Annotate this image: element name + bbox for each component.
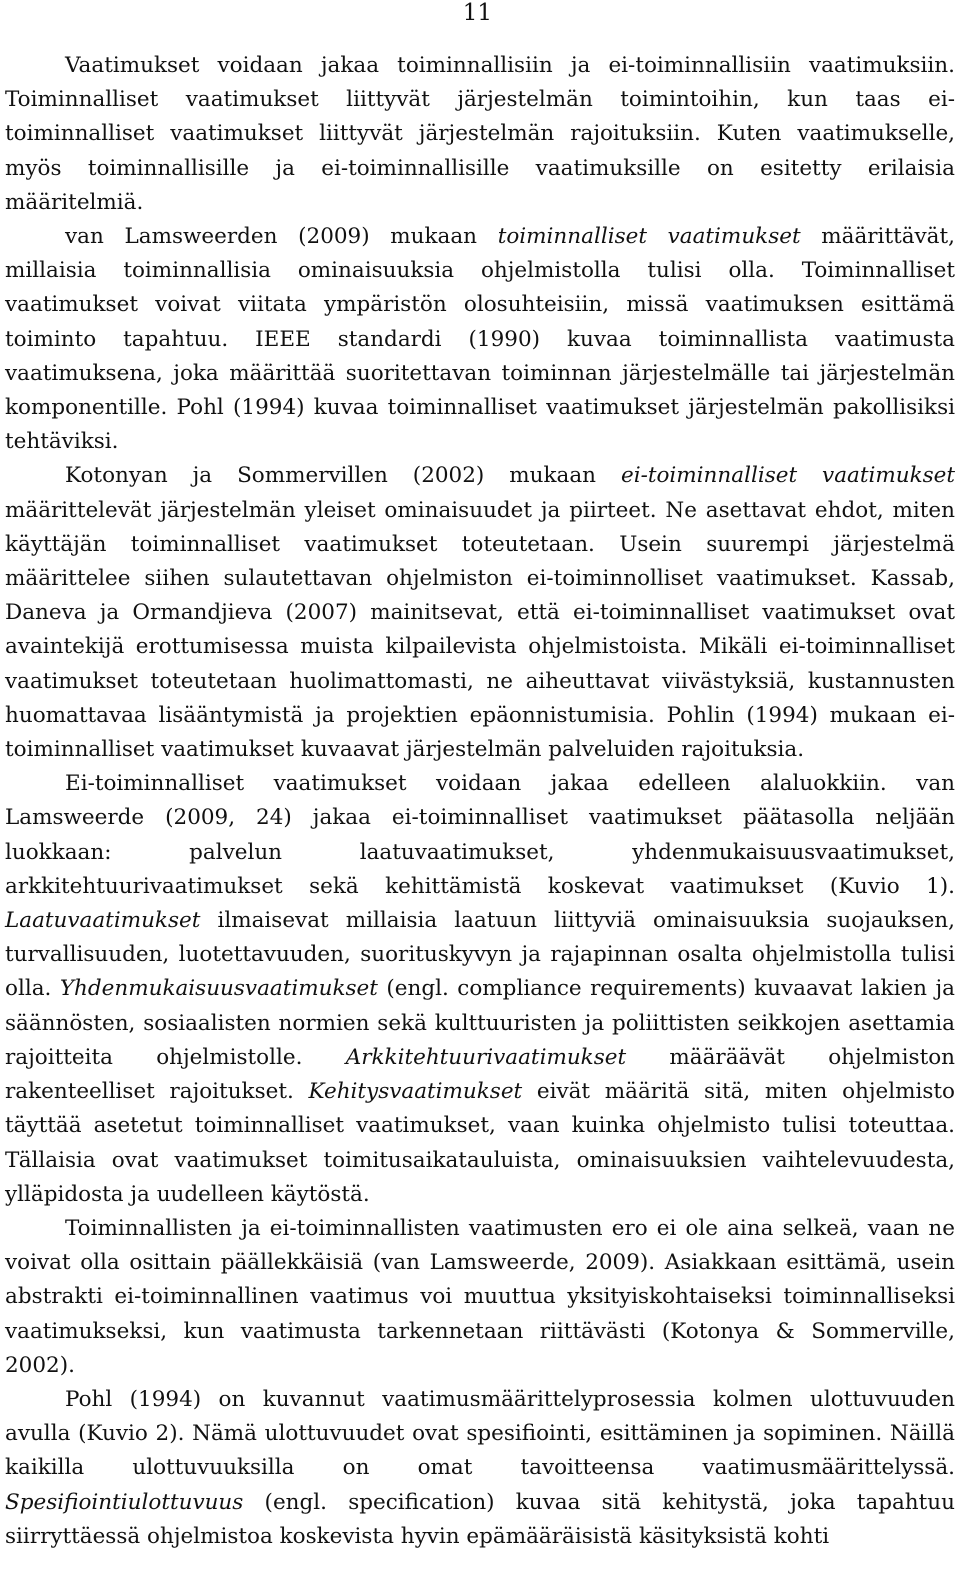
text-span: (engl. specification) kuvaa sitä kehitystä, joka tapahtuu siirryttäessä ohjelmistoa koskevista hyvin epämääräisistä käsityksistä kohti (5, 1489, 955, 1549)
text-span: eivät määritä sitä, miten ohjelmisto täyttää asetetut toiminnalliset vaatimukset, vaan kuinka ohjelmisto tulisi toteuttaa. Tällaisia ovat vaatimukset toimitusaikatauluista, ominaisuuksien vaihtelevuudesta, ylläpidosta ja uudelleen käytöstä. (5, 1079, 956, 1207)
term-italic: Arkkitehtuurivaatimukset (345, 1044, 627, 1070)
text-span: Vaatimukset voidaan jakaa toiminnallisiin ja ei-toiminnallisiin vaatimuksiin. Toiminnalliset vaatimukset liittyvät järjestelmän toimintoihin, kun taas ei-toiminnalliset vaatimukset liittyvät järjestelmän rajoituksiin. Kuten vaatimukselle, myös toiminnallisille ja ei-toiminnallisille vaatimuksille on esitetty erilaisia määritelmiä. (5, 53, 955, 215)
text-span: määräävät ohjelmiston rakenteelliset rajoitukset. (5, 1044, 955, 1105)
paragraph (5, 220, 955, 459)
term-italic: Kehitysvaatimukset (308, 1079, 523, 1105)
term-italic: Laatuvaatimukset (5, 908, 201, 934)
text-span: Kotonyan ja Sommervillen (2002) mukaan (65, 463, 621, 489)
paragraph (5, 49, 955, 220)
term-italic: Spesifiointiulottuvuus (5, 1489, 244, 1515)
body-text (5, 49, 955, 1554)
paragraph (5, 459, 955, 767)
text-span: ilmaisevat millaisia laatuun liittyviä ominaisuuksia suojauksen, turvallisuuden, luotettavuuden, suorituskyvyn ja rajapinnan osalta ohjelmistolla tulisi olla. (5, 908, 955, 1002)
text-span: (engl. compliance requirements) kuvaavat lakien ja säännösten, sosiaalisten normien sekä kulttuuristen ja poliittisten seikkojen asettamia rajoitteita ohjelmistolle. (5, 976, 955, 1070)
paragraph (5, 1212, 955, 1383)
text-span: Toiminnallisten ja ei-toiminnallisten vaatimusten ero ei ole aina selkeä, vaan ne voivat olla osittain päällekkäisiä (van Lamsweerde, 2009). Asiakkaan esittämä, usein abstrakti ei-toiminnallinen vaatimus voi muuttua yksityiskohtaiseksi toiminnalliseksi vaatimukseksi, kun vaatimusta tarkennetaan riittävästi (Kotonya & Sommerville, 2002). (5, 1215, 955, 1378)
paragraph (5, 767, 955, 1212)
page-number: 11 (462, 0, 492, 26)
term-italic: Yhdenmukaisuusvaatimukset (59, 976, 378, 1002)
term-italic: toiminnalliset vaatimukset (497, 224, 801, 250)
text-span: van Lamsweerden (2009) mukaan (65, 224, 498, 250)
term-italic: ei-toiminnalliset vaatimukset (620, 463, 956, 489)
text-span: Ei-toiminnalliset vaatimukset voidaan jakaa edelleen alaluokkiin. van Lamsweerde (2009, 24) jakaa ei-toiminnalliset vaatimukset päätasolla neljään luokkaan: palvelun laatuvaatimukset, yhdenmukaisuusvaatimukset, arkkitehtuurivaatimukset sekä kehittämistä koskevat vaatimukset (Kuvio 1). (5, 771, 955, 899)
text-span: määrittelevät järjestelmän yleiset ominaisuudet ja piirteet. Ne asettavat ehdot, miten käyttäjän toiminnalliset vaatimukset toteutetaan. Usein suurempi järjestelmä määrittelee siihen sulautettavan ohjelmiston ei-toiminnolliset vaatimukset. Kassab, Daneva ja Ormandjieva (2007) mainitsevat, että ei-toiminnalliset vaatimukset ovat avaintekijä erottumisessa muista kilpailevista ohjelmistoista. Mikäli ei-toiminnalliset vaatimukset toteutetaan huolimattomasti, ne aiheuttavat viivästyksiä, kustannusten huomattavaa lisääntymistä ja projektien epäonnistumisia. Pohlin (1994) mukaan ei-toiminnalliset vaatimukset kuvaavat järjestelmän palveluiden rajoituksia. (5, 497, 955, 763)
paragraph (5, 1383, 955, 1554)
text-span: määrittävät, millaisia toiminnallisia ominaisuuksia ohjelmistolla tulisi olla. Toiminnalliset vaatimukset voivat viitata ympäristön olosuhteisiin, missä vaatimuksen esittämä toiminto tapahtuu. IEEE standardi (1990) kuvaa toiminnallista vaatimusta vaatimuksena, joka määrittää suoritettavan toiminnan järjestelmälle tai järjestelmän komponentille. Pohl (1994) kuvaa toiminnalliset vaatimukset järjestelmän pakollisiksi tehtäviksi. (5, 224, 955, 455)
text-span: Pohl (1994) on kuvannut vaatimusmäärittelyprosessia kolmen ulottuvuuden avulla (Kuvio 2). Nämä ulottuvuudet ovat spesifiointi, esittäminen ja sopiminen. Näillä kaikilla ulottuvuuksilla on omat tavoitteensa vaatimusmäärittelyssä. (5, 1386, 955, 1481)
